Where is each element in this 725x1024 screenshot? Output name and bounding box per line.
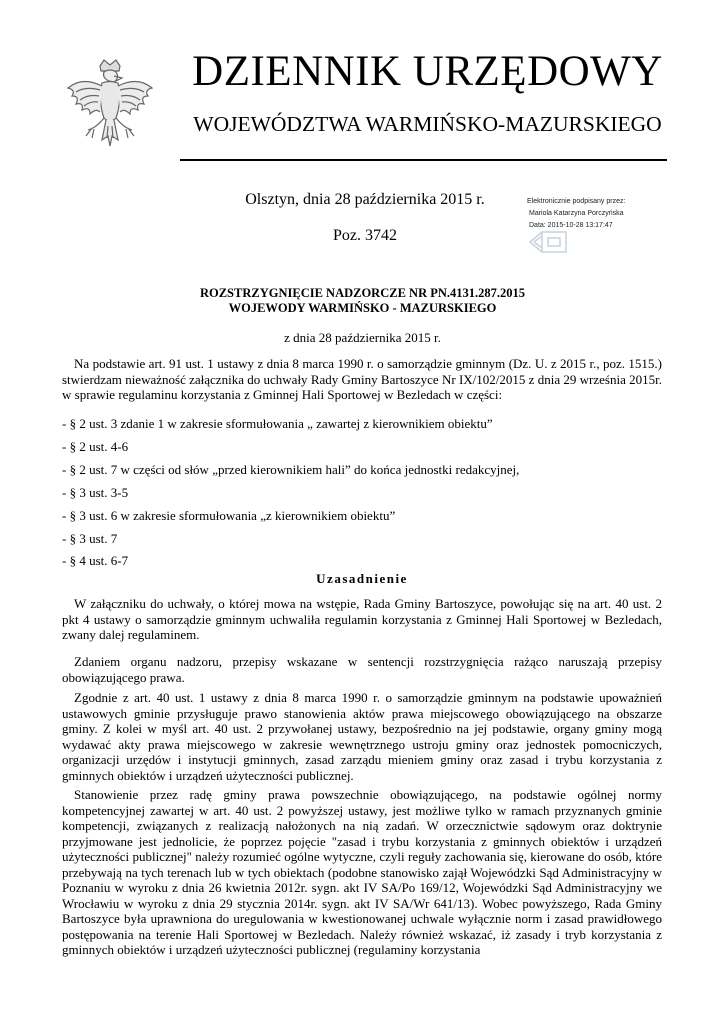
list-item: - § 3 ust. 6 w zakresie sformułowania „z kierownikiem obiektu”	[62, 508, 396, 523]
list-item: - § 2 ust. 7 w części od słów „przed kierownikiem hali” do końca jednostki redakcyjnej,	[62, 462, 520, 477]
polish-eagle-emblem-icon	[62, 56, 158, 166]
electronic-signature	[525, 196, 675, 254]
decision-title-line-1: ROZSTRZYGNIĘCIE NADZORCZE NR PN.4131.287.2015	[199, 286, 526, 300]
decision-date: z dnia 28 października 2015 r.	[284, 330, 441, 345]
signature-signer: Mariola Katarzyna Porczyńska	[529, 210, 624, 217]
signature-date: Data: 2015-10-28 13:17:47	[529, 222, 613, 229]
intro-paragraph: Na podstawie art. 91 ust. 1 ustawy z dnia 8 marca 1990 r. o samorządzie gminnym (Dz. U. z 2015 r., poz. 1515.) stwierdzam nieważność załącznika do uchwały Rady Gminy Bartoszyce Nr IX/102/2015 z dnia 29 września 2015r. w sprawie regulaminu korzystania z Gminnej Hali Sportowej w Bezledach w części:	[62, 356, 662, 402]
justification-heading: Uzasadnienie	[316, 571, 408, 586]
list-item: - § 3 ust. 3-5	[62, 485, 129, 500]
paragraph: Zdaniem organu nadzoru, przepisy wskazane w sentencji rozstrzygnięcia rażąco naruszają przepisy obowiązującego prawa.	[62, 654, 662, 685]
signature-watermark-icon	[528, 230, 568, 254]
list-item: - § 2 ust. 4-6	[62, 439, 129, 454]
decision-title-line-2: WOJEWODY WARMIŃSKO - MAZURSKIEGO	[228, 301, 497, 315]
list-item: - § 2 ust. 3 zdanie 1 w zakresie sformułowania „ zawartej z kierownikiem obiektu”	[62, 416, 493, 431]
header-divider	[180, 159, 667, 161]
list-item: - § 4 ust. 6-7	[62, 553, 129, 568]
list-item: - § 3 ust. 7	[62, 531, 118, 546]
paragraph: W załączniku do uchwały, o której mowa na wstępie, Rada Gminy Bartoszyce, powołując się na art. 40 ust. 2 pkt 4 ustawy o samorządzie gminnym uchwaliła regulamin korzystania z Gminnej Hali Sportowej w Bezledach, zwany dalej regulaminem.	[62, 596, 662, 642]
journal-title: DZIENNIK URZĘDOWY	[192, 48, 663, 95]
decision-title	[60, 286, 665, 316]
signature-label: Elektronicznie podpisany przez:	[527, 198, 626, 205]
paragraph: Stanowienie przez radę gminy prawa powszechnie obowiązującego, na podstawie ogólnej normy kompetencyjnej zawartej w art. 40 ust. 2 powyższej ustawy, jest możliwe tylko w ramach przyznanych gminie kompetencji, związanych z realizacją nałożonych na nią zadań. W orzecznictwie sądowym oraz doktrynie przyjmowane jest jednolicie, że poprzez pojęcie "zasad i trybu korzystania z gminnych obiektów i urządzeń użyteczności publicznej" należy rozumieć ogólne wytyczne, czyli reguły zachowania się, kierowane do osób, które przebywają na tych terenach lub w tych obiektach (podobne stanowisko zajął Wojewódzki Sąd Administracyjny w Poznaniu w wyroku z dnia 26 kwietnia 2012r. sygn. akt IV SA/Po 169/12, Wojewódzki Sąd Administracyjny we Wrocławiu w wyroku z dnia 29 stycznia 2014r. sygn. akt IV SA/Wr 641/13). Wobec powyższego, Rada Gminy Bartoszyce była uprawniona do uregulowania w kwestionowanej uchwale wyłącznie norm i zasad prawidłowego postępowania na terenie Hali Sportowej w Bezledach. Należy również wskazać, iż zasady i tryb korzystania z gminnych obiektów i urządzeń użyteczności publicznej (regulaminy korzystania	[62, 787, 662, 957]
place-date: Olsztyn, dnia 28 października 2015 r.	[245, 191, 485, 208]
position-number: Poz. 3742	[333, 227, 397, 244]
paragraph: Zgodnie z art. 40 ust. 1 ustawy z dnia 8 marca 1990 r. o samorządzie gminnym na podstawie upoważnień ustawowych gminie przysługuje prawo stanowienia aktów prawa miejscowego obowiązującego na obszarze gminy. Z kolei w myśl art. 40 ust. 2 przywołanej ustawy, bezpośrednio na jej podstawie, organy gminy mogą wydawać akty prawa miejscowego w zakresie wewnętrznego ustroju gminy oraz jednostek pomocniczych, organizacji urzędów i instytucji gminnych, zasad zarządu mieniem gminy oraz zasad i trybu korzystania z gminnych obiektów i urządzeń użyteczności publicznej.	[62, 690, 662, 783]
journal-subtitle: WOJEWÓDZTWA WARMIŃSKO-MAZURSKIEGO	[193, 112, 662, 136]
